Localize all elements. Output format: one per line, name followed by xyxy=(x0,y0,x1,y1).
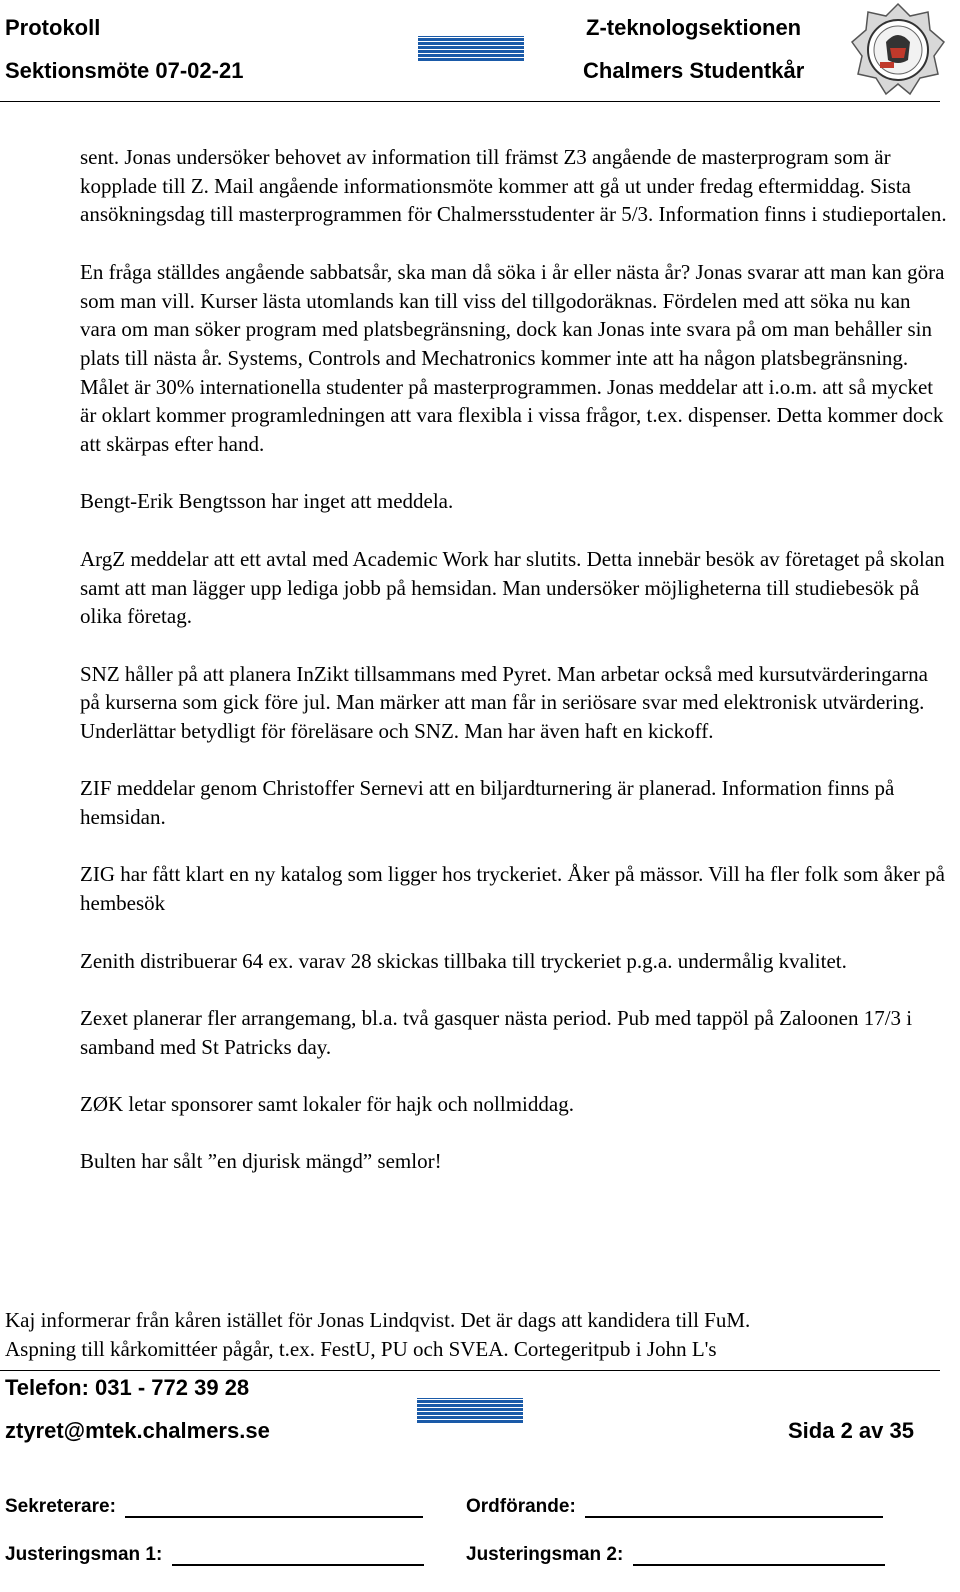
adjuster-1-signature xyxy=(5,1544,424,1566)
header-rule xyxy=(0,101,940,102)
secretary-signature-line xyxy=(125,1500,423,1518)
union-name: Chalmers Studentkår xyxy=(583,58,805,83)
paragraph-sabbatical: En fråga ställdes angående sabbatsår, ska man då söka i år eller nästa år? Jonas svarar att man kan göra som man vill. Kurser lästa utomlands kan till viss del tillgodoräknas. Fördelen med att söka nu kan vara om man söker program med platsbegränsning, dock kan Jonas inte svara på om man behåller sin plats till nästa år. Systems, Controls and Mechatronics kommer inte att ha någon platsbegränsning. Målet är 30% internationella studenter på masterprogrammen. Jonas meddelar att i.o.m. att så mycket är oklart kommer programledningen att vara flexibla i vissa frågor, t.ex. dispenser. Detta kommer dock att skärpas efter hand. xyxy=(80,259,945,457)
adjuster-1-label: Justeringsman 1: xyxy=(5,1544,163,1565)
meeting-title: Sektionsmöte 07-02-21 xyxy=(5,58,244,83)
kar-report-line-1: Kaj informerar från kåren istället för Jonas Lindqvist. Det är dags att kandidera till FuM. xyxy=(5,1308,751,1332)
adjuster-1-signature-line xyxy=(172,1548,424,1566)
adjuster-2-label: Justeringsman 2: xyxy=(466,1544,624,1565)
kar-report-line-2: Aspning till kårkomittéer pågår, t.ex. FestU, PU och SVEA. Cortegeritpub i John L's xyxy=(5,1336,717,1361)
secretary-label: Sekreterare: xyxy=(5,1496,116,1517)
paragraph-zig: ZIG har fått klart en ny katalog som ligger hos tryckeriet. Åker på mässor. Vill ha fler folk som åker på hembesök xyxy=(80,862,945,916)
paragraph-zenith: Zenith distribuerar 64 ex. varav 28 skickas tillbaka till tryckeriet p.g.a. undermålig kvalitet. xyxy=(80,948,847,973)
paragraph-zok: ZØK letar sponsorer samt lokaler för hajk och nollmiddag. xyxy=(80,1092,574,1117)
phone-number: Telefon: 031 - 772 39 28 xyxy=(5,1375,250,1400)
adjuster-2-signature xyxy=(466,1544,885,1566)
paragraph-zif: ZIF meddelar genom Christoffer Sernevi att en biljardturnering är planerad. Information finns på hemsidan. xyxy=(80,776,895,830)
kar-report xyxy=(5,1306,955,1363)
paragraph-argz: ArgZ meddelar att ett avtal med Academic Work har slutits. Detta innebär besök av företaget på skolan samt att man lägger upp lediga jobb på hemsidan. Man undersöker möjligheterna till studiebesök på olika företag. xyxy=(80,546,945,629)
paragraph-bengt-erik: Bengt-Erik Bengtsson har inget att meddela. xyxy=(80,489,454,514)
chair-label: Ordförande: xyxy=(466,1496,576,1517)
chair-signature-line xyxy=(585,1500,883,1518)
section-badge-icon xyxy=(850,2,946,100)
secretary-signature xyxy=(5,1496,423,1518)
paragraph-bulten: Bulten har sålt ”en djurisk mängd” semlor! xyxy=(80,1149,442,1174)
email-address: ztyret@mtek.chalmers.se xyxy=(5,1418,270,1443)
footer-rule xyxy=(0,1370,940,1371)
doc-type: Protokoll xyxy=(5,15,101,40)
skf-footer-logo xyxy=(417,1396,523,1426)
paragraph-snz: SNZ håller på att planera InZikt tillsammans med Pyret. Man arbetar också med kursutvärderingarna på kurserna som gick före jul. Man märker att man får in seriösare svar med elektronisk utvärdering. Underlättar betydligt för föreläsare och SNZ. Man har även haft en kickoff. xyxy=(80,661,928,743)
skf-logo-text: SKF xyxy=(437,34,505,64)
chair-signature xyxy=(466,1496,883,1518)
minutes-body xyxy=(80,143,950,1176)
paragraph-zexet: Zexet planerar fler arrangemang, bl.a. två gasquer nästa period. Pub med tappöl på Zaloonen 17/3 i samband med St Patricks day. xyxy=(80,1005,913,1059)
paragraph-masterprogram: sent. Jonas undersöker behovet av information till främst Z3 angående de masterprogram som är kopplade till Z. Mail angående informationsmöte kommer att gå ut under fredag eftermiddag. Sista ansökningsdag till masterprogrammen för Chalmersstudenter är 5/3. Information finns i studieportalen. xyxy=(80,145,947,227)
skf-logo xyxy=(418,34,524,64)
adjuster-2-signature-line xyxy=(633,1548,885,1566)
section-name: Z-teknologsektionen xyxy=(586,15,802,40)
page-number: Sida 2 av 35 xyxy=(788,1418,914,1443)
